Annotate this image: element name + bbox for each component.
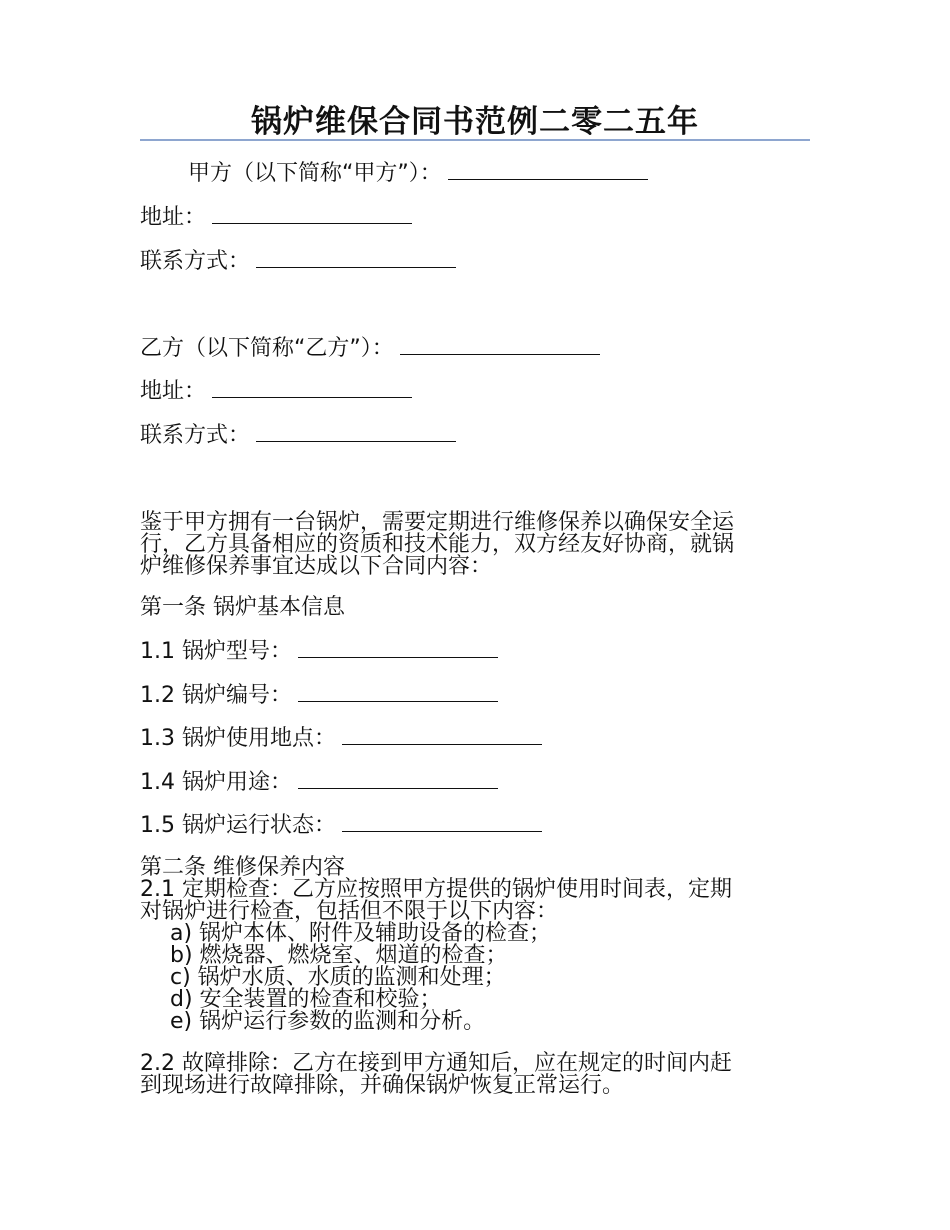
article2-heading: 第二条 维修保养内容 [140, 855, 345, 880]
list-item: c) 锅炉水质、水质的监测和处理； [170, 965, 506, 990]
article2-block [140, 857, 812, 923]
item-label: 1.5 锅炉运行状态： [140, 813, 336, 838]
clause-line: 对锅炉进行检查，包括但不限于以下内容： [140, 899, 559, 924]
item-blank [298, 683, 498, 702]
preamble-line: 行，乙方具备相应的资质和技术能力，双方经友好协商，就锅 [140, 532, 735, 557]
item-label: 1.4 锅炉用途： [140, 770, 292, 795]
list-item: a) 锅炉本体、附件及辅助设备的检查； [170, 921, 552, 946]
preamble-paragraph [140, 512, 812, 578]
item-label: 1.2 锅炉编号： [140, 683, 292, 708]
party-b-label: 乙方（以下简称“乙方”）： [140, 336, 394, 361]
preamble-line: 鉴于甲方拥有一台锅炉，需要定期进行维修保养以确保安全运 [140, 510, 735, 535]
article1-heading: 第一条 锅炉基本信息 [140, 595, 345, 620]
clause-line: 2.1 定期检查：乙方应按照甲方提供的锅炉使用时间表，定期 [140, 877, 732, 902]
article1-item [140, 811, 542, 841]
article1-item [140, 637, 498, 667]
list-item: d) 安全装置的检查和校验； [170, 987, 442, 1012]
party-a-address-line [140, 203, 412, 233]
list-item: b) 燃烧器、燃烧室、烟道的检查； [170, 943, 508, 968]
item-label: 1.1 锅炉型号： [140, 639, 292, 664]
article1-item [140, 681, 498, 711]
party-b-address-line [140, 377, 412, 407]
article1-item [140, 724, 542, 754]
clause-line: 到现场进行故障排除，并确保锅炉恢复正常运行。 [140, 1073, 625, 1098]
party-b-address-blank [212, 379, 412, 398]
party-a-line [188, 159, 648, 189]
party-a-contact-blank [256, 249, 456, 268]
party-b-blank [400, 336, 600, 355]
preamble-line: 炉维修保养事宜达成以下合同内容： [140, 554, 493, 579]
party-a-address-label: 地址： [140, 205, 207, 230]
item-blank [342, 726, 542, 745]
item-label: 1.3 锅炉使用地点： [140, 726, 336, 751]
clause-2-2 [140, 1053, 812, 1097]
party-b-line [140, 334, 600, 364]
party-a-label: 甲方（以下简称“甲方”）： [188, 161, 442, 186]
party-a-blank [448, 161, 648, 180]
list-item: e) 锅炉运行参数的监测和分析。 [170, 1009, 486, 1034]
article1-item [140, 768, 498, 798]
party-b-contact-blank [256, 423, 456, 442]
document-title: 锅炉维保合同书范例二零二五年 [251, 104, 699, 140]
title-underline [140, 139, 810, 141]
party-b-address-label: 地址： [140, 379, 207, 404]
party-a-address-blank [212, 205, 412, 224]
check-list [170, 923, 551, 1033]
item-blank [298, 639, 498, 658]
party-b-contact-line [140, 421, 456, 451]
party-b-contact-label: 联系方式： [140, 423, 251, 448]
item-blank [342, 813, 542, 832]
item-blank [298, 770, 498, 789]
clause-line: 2.2 故障排除：乙方在接到甲方通知后，应在规定的时间内赶 [140, 1051, 732, 1076]
party-a-contact-line [140, 247, 456, 277]
party-a-contact-label: 联系方式： [140, 249, 251, 274]
